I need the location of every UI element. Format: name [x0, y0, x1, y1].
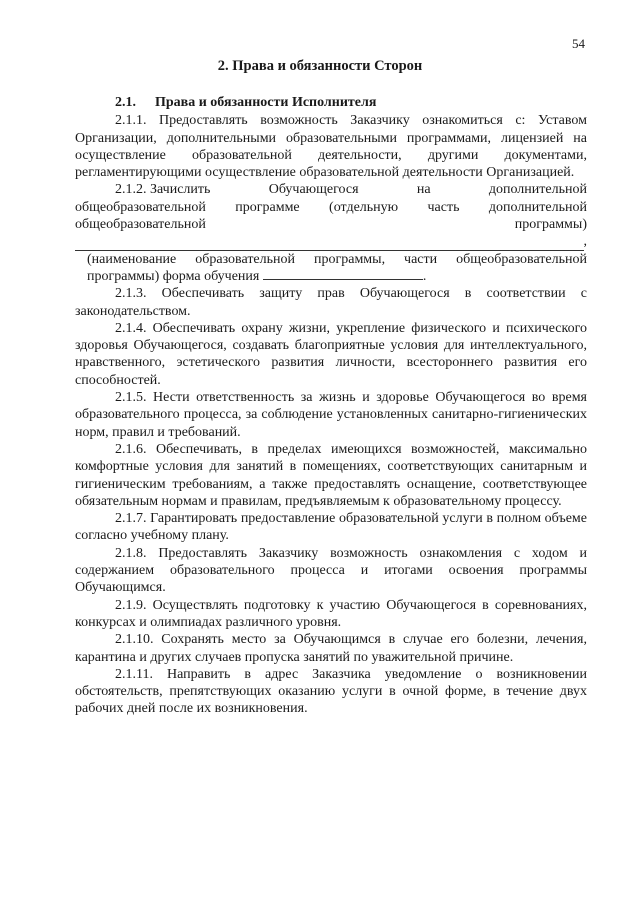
- blank-line: [75, 236, 584, 251]
- clause-2-1-2: [75, 181, 587, 285]
- page-number: 54: [572, 36, 585, 51]
- clause-2-1-9: 2.1.9. Осуществлять подготовку к участию Обучающегося в соревнованиях, конкурсах и олимпиадах различного уровня.: [75, 597, 587, 630]
- program-name-blank: ,: [75, 233, 587, 250]
- clause-2-1-3: 2.1.3. Обеспечивать защиту прав Обучающегося в соответствии с законодательством.: [75, 286, 587, 319]
- clause-2-1-5: 2.1.5. Нести ответственность за жизнь и здоровье Обучающегося во время образовательного процесса, за соблюдение установленных санитарно-гигиенических норм, правил и требований.: [75, 390, 587, 440]
- clause-2-1-2-line2: общеобразовательной программе (отдельную часть дополнительной: [75, 199, 587, 215]
- clause-2-1-4: 2.1.4. Обеспечивать охрану жизни, укрепление физического и психического здоровья Обучающегося, создавать благоприятные условия для интеллектуального, нравственного, эстетического развития личности, всестороннего развития его способностей.: [75, 320, 587, 388]
- clause-2-1-1: 2.1.1. Предоставлять возможность Заказчику ознакомиться с: Уставом Организации, дополнительными образовательными программами, лицензией на осуществление образовательной деятельности, другими документами, регламентирующими осуществление образовательной деятельности Организацией.: [75, 113, 587, 181]
- section-title: 2. Права и обязанности Сторон: [217, 58, 423, 74]
- clause-2-1-7: 2.1.7. Гарантировать предоставление образовательной услуги в полном объеме согласно учебному плану.: [75, 511, 587, 544]
- form-of-study-blank: [263, 279, 423, 280]
- clause-2-1-2-line1: 2.1.2. Зачислить Обучающегося на дополнительной: [115, 182, 587, 198]
- subsection-number: 2.1.: [115, 95, 136, 110]
- clause-2-1-11: 2.1.11. Направить в адрес Заказчика уведомление о возникновении обстоятельств, препятствующих оказанию услуги в очной форме, в течение двух рабочих дней после их возникновения.: [75, 666, 587, 717]
- document-body: [75, 86, 587, 718]
- subsection-title: Права и обязанности Исполнителя: [155, 95, 377, 110]
- subsection-heading: [75, 94, 587, 111]
- clause-2-1-8: 2.1.8. Предоставлять Заказчику возможность ознакомления с ходом и содержанием образовательного процесса и итогами освоения программы Обучающимся.: [75, 545, 587, 596]
- program-name-caption: (наименование образовательной программы, части общеобразовательной программы) форма обучения .: [87, 251, 587, 284]
- clause-2-1-6: 2.1.6. Обеспечивать, в пределах имеющихся возможностей, максимально комфортные условия для занятий в помещениях, соответствующих санитарным и гигиеническим требованиям, а также предоставлять оснащение, соответствующее обязательным нормам и правилам, предъявляемым к образовательному процессу.: [75, 441, 587, 509]
- clause-2-1-2-line3: общеобразовательной программы): [75, 217, 587, 233]
- clause-2-1-10: 2.1.10. Сохранять место за Обучающимся в случае его болезни, лечения, карантина и других случаев пропуска занятий по уважительной причине.: [75, 632, 587, 665]
